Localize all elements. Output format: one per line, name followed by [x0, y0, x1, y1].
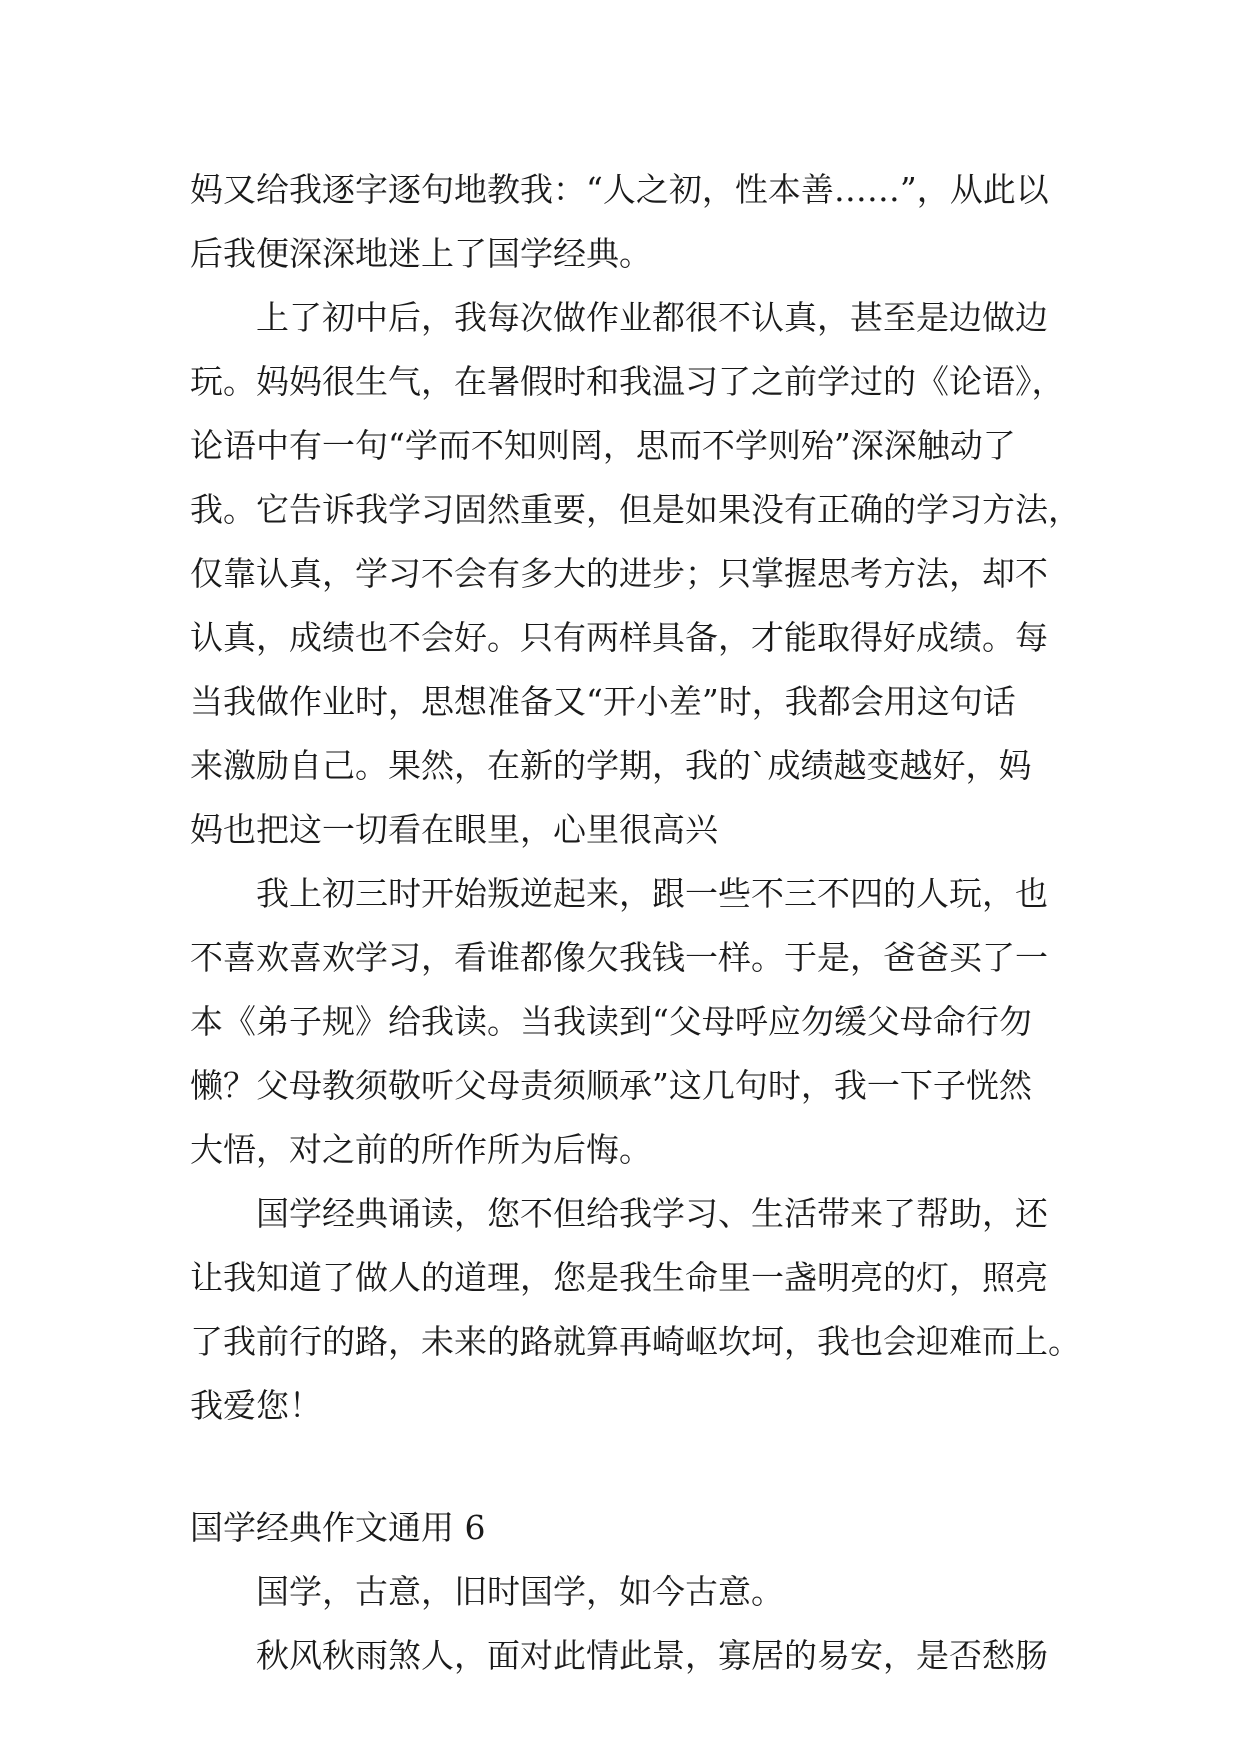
text-line: 让我知道了做人的道理，您是我生命里一盏明亮的灯，照亮 [190, 1258, 1048, 1297]
text-line: 上了初中后，我每次做作业都很不认真，甚至是边做边 [256, 298, 1048, 337]
section-heading: 国学经典作文通用 6 [190, 1508, 486, 1547]
text-line: 玩。妈妈很生气，在暑假时和我温习了之前学过的《论语》， [190, 362, 1065, 401]
text-line: 认真，成绩也不会好。只有两样具备，才能取得好成绩。每 [190, 618, 1048, 657]
text-line: 我上初三时开始叛逆起来，跟一些不三不四的人玩，也 [256, 874, 1048, 913]
text-line: 了我前行的路，未来的路就算再崎岖坎坷，我也会迎难而上。 [190, 1322, 1081, 1361]
text-line: 妈又给我逐字逐句地教我：“人之初，性本善……”，从此以 [190, 170, 1049, 209]
text-line: 本《弟子规》给我读。当我读到“父母呼应勿缓父母命行勿 [190, 1002, 1032, 1041]
text-line: 妈也把这一切看在眼里，心里很高兴 [190, 810, 718, 849]
text-line: 国学，古意，旧时国学，如今古意。 [256, 1572, 784, 1611]
text-line: 来激励自己。果然，在新的学期，我的`成绩越变越好，妈 [190, 746, 1032, 785]
text-line: 仅靠认真，学习不会有多大的进步；只掌握思考方法，却不 [190, 554, 1048, 593]
text-line: 大悟，对之前的所作所为后悔。 [190, 1130, 652, 1169]
text-line: 我。它告诉我学习固然重要，但是如果没有正确的学习方法， [190, 490, 1081, 529]
text-line: 国学经典诵读，您不但给我学习、生活带来了帮助，还 [256, 1194, 1048, 1233]
text-line: 秋风秋雨煞人，面对此情此景，寡居的易安，是否愁肠 [256, 1636, 1048, 1675]
text-line: 后我便深深地迷上了国学经典。 [190, 234, 652, 273]
text-line: 不喜欢喜欢学习，看谁都像欠我钱一样。于是，爸爸买了一 [190, 938, 1048, 977]
text-line: 当我做作业时，思想准备又“开小差”时，我都会用这句话 [190, 682, 1016, 721]
text-line: 我爱您！ [190, 1386, 322, 1425]
text-line: 懒？父母教须敬听父母责须顺承”这几句时，我一下子恍然 [190, 1066, 1032, 1105]
text-line: 论语中有一句“学而不知则罔，思而不学则殆”深深触动了 [190, 426, 1016, 465]
